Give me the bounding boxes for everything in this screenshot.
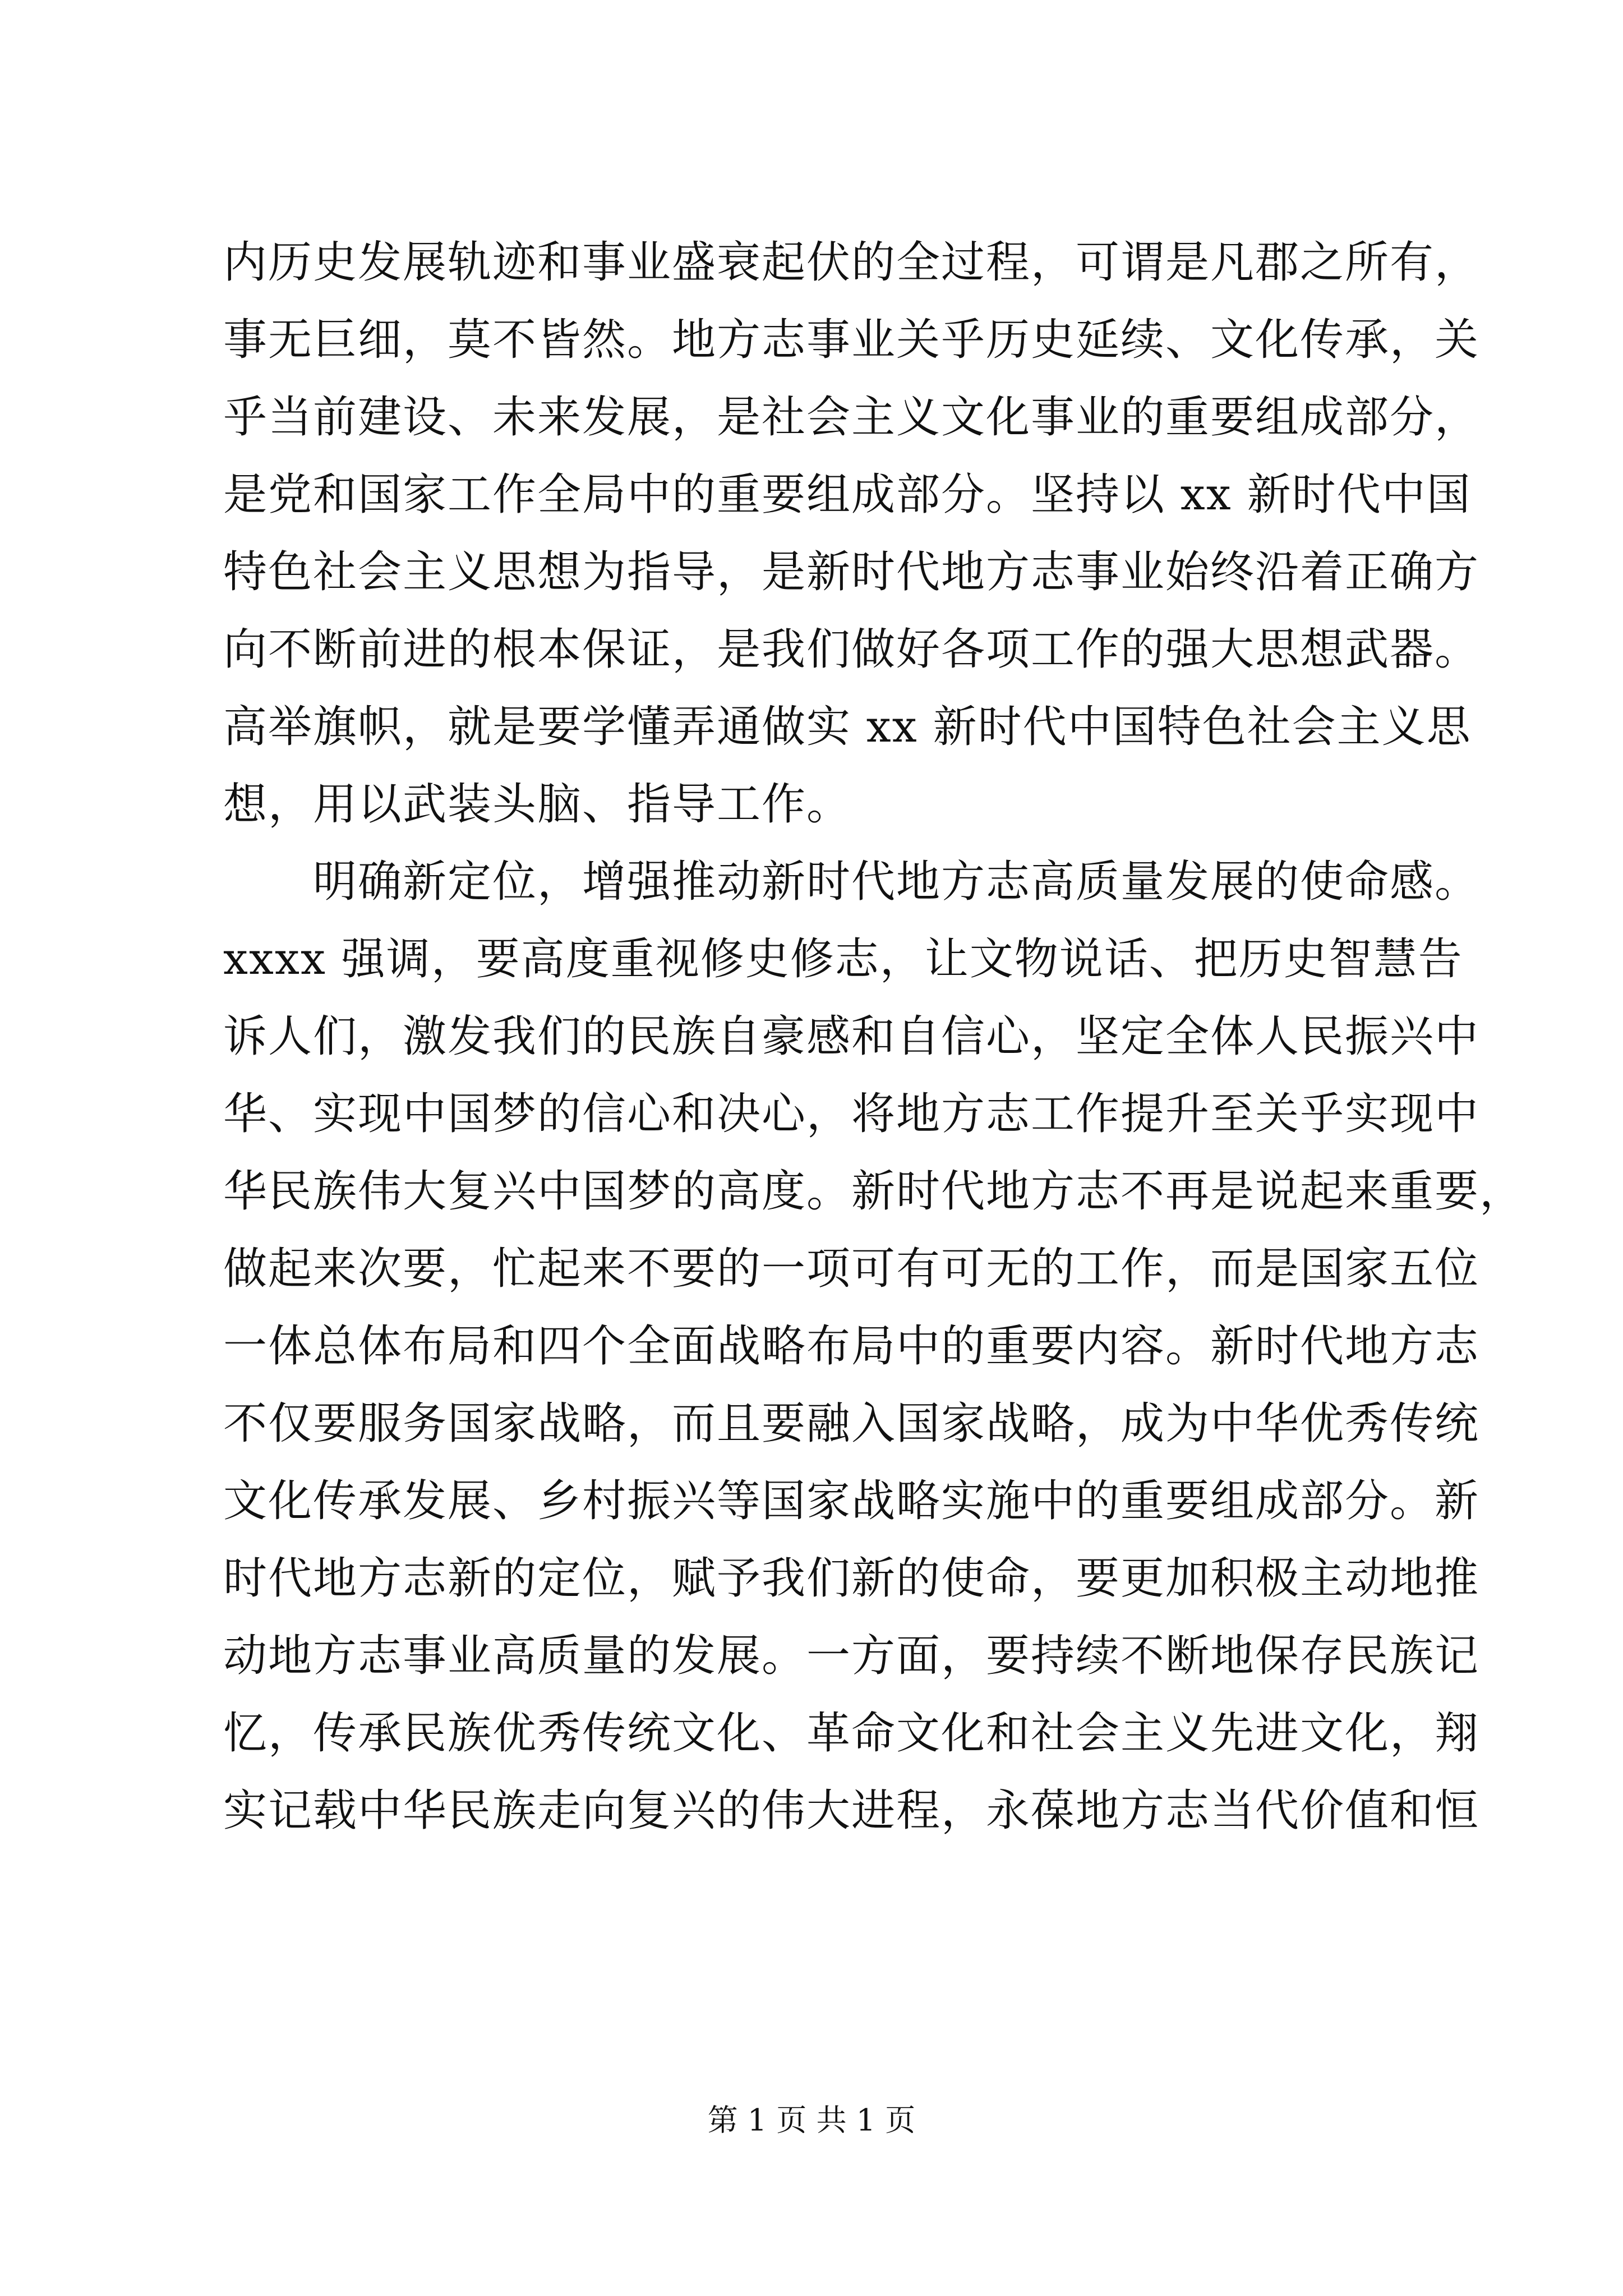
text-line: 一体总体布局和四个全面战略布局中的重要内容。新时代地方志	[223, 1321, 1480, 1372]
text-line: 华民族伟大复兴中国梦的高度。新时代地方志不再是说起来重要，	[223, 1166, 1525, 1217]
text-line: 忆，传承民族优秀传统文化、革命文化和社会主义先进文化，翔	[223, 1708, 1480, 1759]
text-line: 高举旗帜，就是要学懂弄通做实 xx 新时代中国特色社会主义思	[223, 702, 1472, 752]
text-line: 不仅要服务国家战略，而且要融入国家战略，成为中华优秀传统	[223, 1398, 1480, 1449]
text-line: 实记载中华民族走向复兴的伟大进程，永葆地方志当代价值和恒	[223, 1786, 1480, 1836]
text-line: 明确新定位，增强推动新时代地方志高质量发展的使命感。	[223, 857, 1480, 907]
text-line: 文化传承发展、乡村振兴等国家战略实施中的重要组成部分。新	[223, 1476, 1480, 1526]
text-line: 内历史发展轨迹和事业盛衰起伏的全过程，可谓是凡郡之所有，	[223, 237, 1480, 288]
text-line: 诉人们，激发我们的民族自豪感和自信心，坚定全体人民振兴中	[223, 1011, 1480, 1062]
page-footer: 第 1 页 共 1 页	[707, 2102, 916, 2138]
text-line: 乎当前建设、未来发展，是社会主义文化事业的重要组成部分，	[223, 392, 1480, 443]
text-line: 事无巨细，莫不皆然。地方志事业关乎历史延续、文化传承，关	[223, 315, 1480, 365]
text-line: 是党和国家工作全局中的重要组成部分。坚持以 xx 新时代中国	[223, 470, 1472, 520]
text-line: 华、实现中国梦的信心和决心，将地方志工作提升至关乎实现中	[223, 1089, 1480, 1139]
text-line: 时代地方志新的定位，赋予我们新的使命，要更加积极主动地推	[223, 1553, 1480, 1604]
text-line: 想，用以武装头脑、指导工作。	[223, 779, 852, 830]
text-line: 特色社会主义思想为指导，是新时代地方志事业始终沿着正确方	[223, 547, 1480, 597]
text-line: xxxx 强调，要高度重视修史修志，让文物说话、把历史智慧告	[223, 934, 1463, 984]
text-line: 向不断前进的根本保证，是我们做好各项工作的强大思想武器。	[223, 624, 1480, 675]
text-line: 做起来次要，忙起来不要的一项可有可无的工作，而是国家五位	[223, 1244, 1480, 1294]
text-line: 动地方志事业高质量的发展。一方面，要持续不断地保存民族记	[223, 1631, 1480, 1681]
